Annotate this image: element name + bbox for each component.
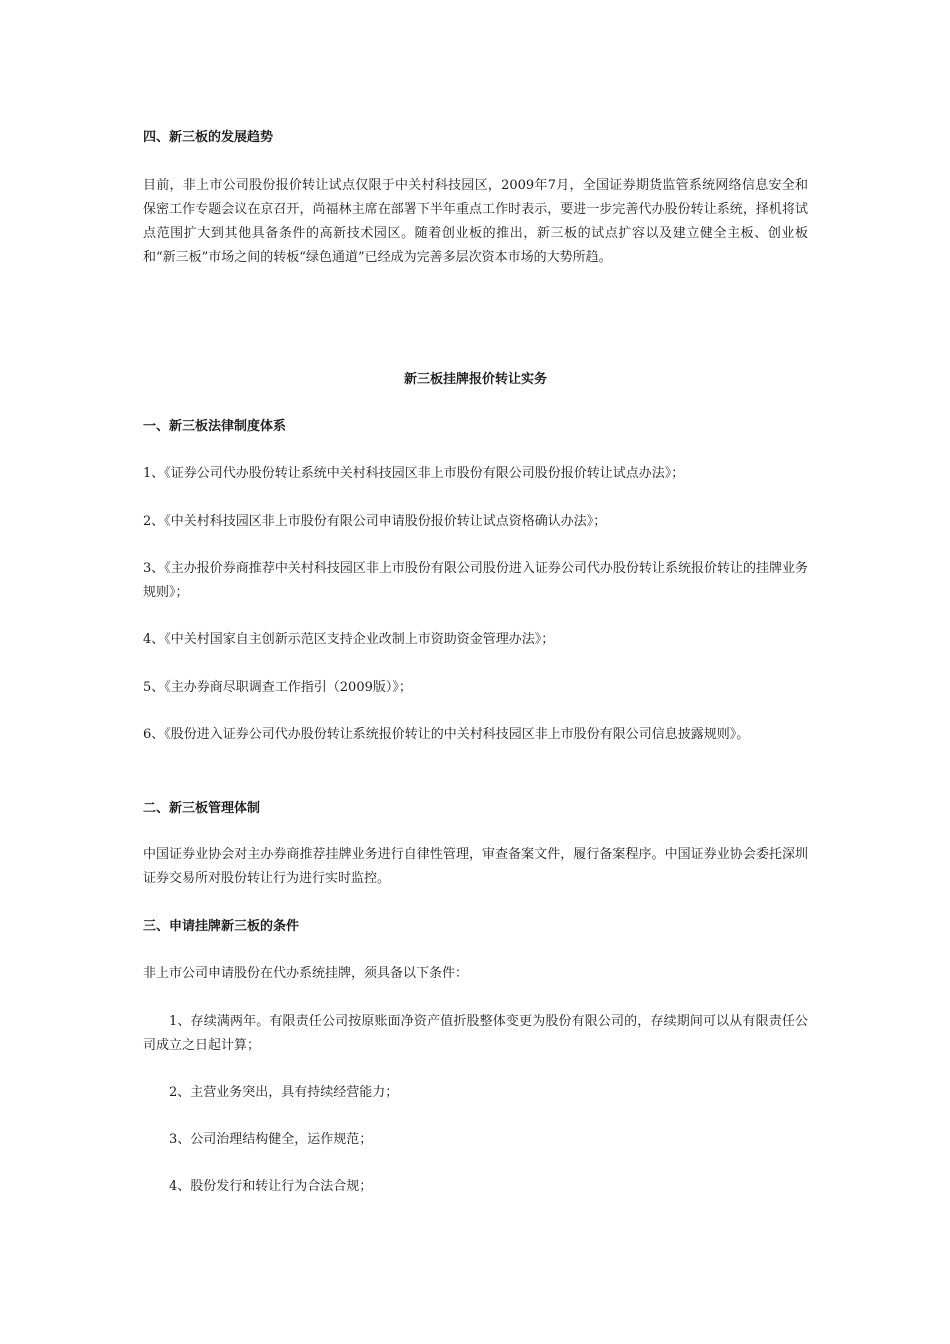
paragraph: 目前，非上市公司股份报价转让试点仅限于中关村科技园区，2009年7月，全国证券期货监管系统网络信息安全和保密工作专题会议在京召开，尚福林主席在部署下半年重点工作时表示，要进一步完善代办股份转让系统，择机将试点范围扩大到其他具备条件的高新技术园区。随着创业板的推出，新三板的试点扩容以及建立健全主板、创业板和“新三板”市场之间的转板“绿色通道”已经成为完善多层次资本市场的大势所趋。 — [143, 178, 808, 265]
list-item: 4、《中关村国家自主创新示范区支持企业改制上市资助资金管理办法》； — [143, 632, 555, 647]
list-item: 6、《股份进入证券公司代办股份转让系统报价转让的中关村科技园区非上市股份有限公司信息披露规则》。 — [143, 727, 750, 742]
list-item: 1、《证券公司代办股份转让系统中关村科技园区非上市股份有限公司股份报价转让试点办法》； — [143, 466, 685, 481]
list-item: 2、《中关村科技园区非上市股份有限公司申请股份报价转让试点资格确认办法》； — [143, 514, 607, 529]
list-item: 4、股份发行和转让行为合法合规； — [169, 1179, 373, 1194]
list-item: 1、存续满两年。有限责任公司按原账面净资产值折股整体变更为股份有限公司的，存续期间可以从有限责任公司成立之日起计算； — [143, 1014, 808, 1053]
section-heading: 二、新三板管理体制 — [143, 801, 261, 816]
list-item: 5、《主办券商尽职调查工作指引（2009版）》； — [143, 680, 412, 695]
list-item: 2、主营业务突出，具有持续经营能力； — [169, 1085, 399, 1100]
list-item: 3、公司治理结构健全，运作规范； — [169, 1132, 373, 1147]
document-title: 新三板挂牌报价转让实务 — [403, 372, 547, 387]
list-item: 3、《主办报价券商推荐中关村科技园区非上市股份有限公司股份进入证券公司代办股份转让系统报价转让的挂牌业务规则》； — [143, 561, 808, 600]
paragraph: 中国证券业协会对主办券商推荐挂牌业务进行自律性管理，审查备案文件，履行备案程序。中国证券业协会委托深圳证券交易所对股份转让行为进行实时监控。 — [143, 847, 808, 886]
paragraph: 非上市公司申请股份在代办系统挂牌，须具备以下条件： — [143, 966, 469, 981]
section-heading: 四、新三板的发展趋势 — [143, 130, 274, 145]
section-heading: 三、申请挂牌新三板的条件 — [143, 919, 300, 934]
section-heading: 一、新三板法律制度体系 — [143, 419, 287, 434]
